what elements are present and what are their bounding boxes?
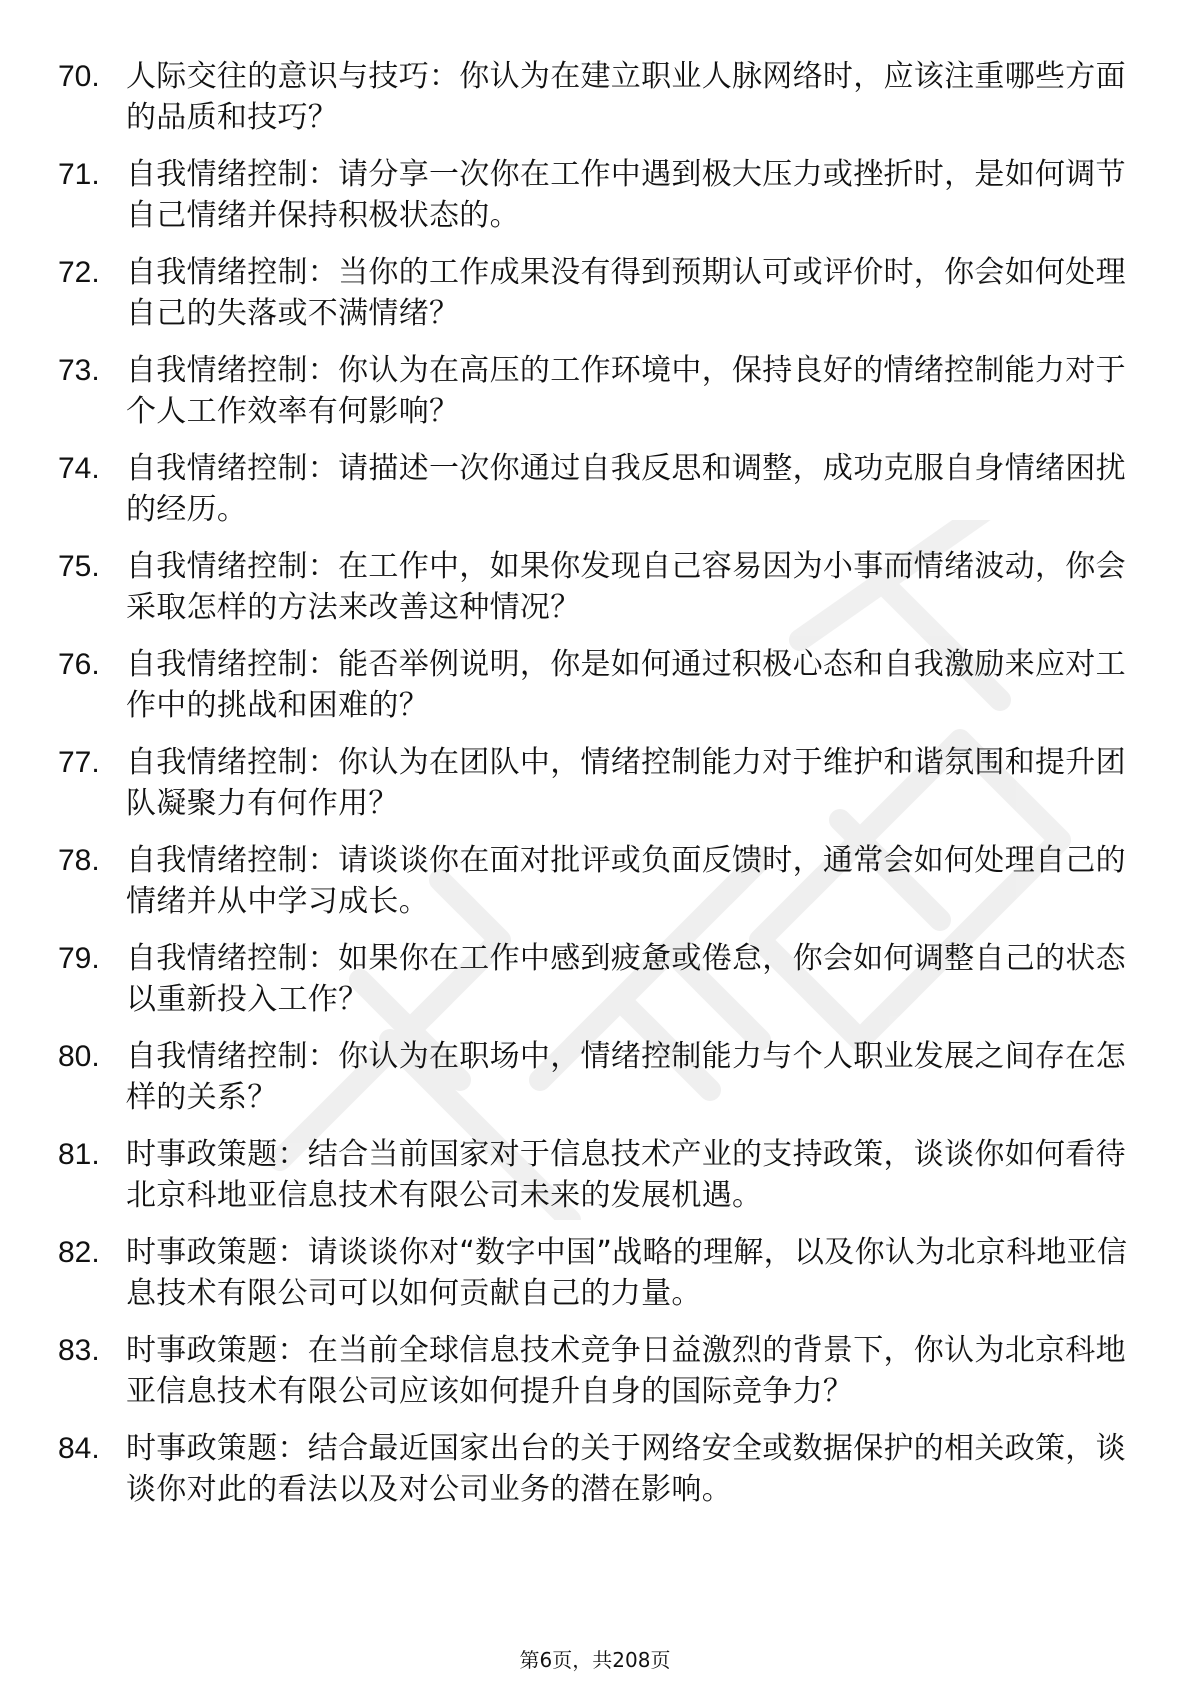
question-number: 82.: [58, 1236, 100, 1269]
question-item: [58, 350, 1138, 432]
question-text: 人际交往的意识与技巧：你认为在建立职业人脉网络时，应该注重哪些方面的品质和技巧？: [126, 59, 1126, 135]
question-item: [58, 448, 1138, 530]
question-text: 自我情绪控制：请描述一次你通过自我反思和调整，成功克服自身情绪困扰的经历。: [126, 451, 1126, 527]
question-number: 71.: [58, 158, 100, 191]
question-item: [58, 1428, 1138, 1510]
question-number: 74.: [58, 452, 100, 485]
question-item: [58, 1036, 1138, 1118]
question-number: 79.: [58, 942, 100, 975]
question-number: 83.: [58, 1334, 100, 1367]
page-number-label: 第6页，共208页: [519, 1648, 671, 1672]
question-text: 时事政策题：在当前全球信息技术竞争日益激烈的背景下，你认为北京科地亚信息技术有限公司应该如何提升自身的国际竞争力？: [126, 1333, 1126, 1409]
question-number: 72.: [58, 256, 100, 289]
question-number: 76.: [58, 648, 100, 681]
question-number: 81.: [58, 1138, 100, 1171]
question-item: [58, 546, 1138, 628]
question-text: 自我情绪控制：当你的工作成果没有得到预期认可或评价时，你会如何处理自己的失落或不满情绪？: [126, 255, 1126, 331]
question-text: 自我情绪控制：请分享一次你在工作中遇到极大压力或挫折时，是如何调节自己情绪并保持积极状态的。: [126, 157, 1126, 233]
question-number: 73.: [58, 354, 100, 387]
question-list: [58, 56, 1138, 1526]
question-text: 时事政策题：结合当前国家对于信息技术产业的支持政策，谈谈你如何看待北京科地亚信息技术有限公司未来的发展机遇。: [126, 1137, 1126, 1213]
question-item: [58, 742, 1138, 824]
question-item: [58, 154, 1138, 236]
question-item: [58, 252, 1138, 334]
question-number: 77.: [58, 746, 100, 779]
question-item: [58, 938, 1138, 1020]
question-text: 自我情绪控制：请谈谈你在面对批评或负面反馈时，通常会如何处理自己的情绪并从中学习成长。: [126, 843, 1126, 919]
question-number: 84.: [58, 1432, 100, 1465]
question-text: 时事政策题：请谈谈你对“数字中国”战略的理解，以及你认为北京科地亚信息技术有限公司可以如何贡献自己的力量。: [126, 1235, 1128, 1311]
question-item: [58, 1232, 1138, 1314]
question-text: 自我情绪控制：你认为在职场中，情绪控制能力与个人职业发展之间存在怎样的关系？: [126, 1039, 1126, 1115]
question-number: 78.: [58, 844, 100, 877]
question-item: [58, 1134, 1138, 1216]
question-text: 时事政策题：结合最近国家出台的关于网络安全或数据保护的相关政策，谈谈你对此的看法以及对公司业务的潜在影响。: [126, 1431, 1126, 1507]
question-item: [58, 644, 1138, 726]
question-number: 70.: [58, 60, 100, 93]
question-text: 自我情绪控制：如果你在工作中感到疲惫或倦怠，你会如何调整自己的状态以重新投入工作？: [126, 941, 1126, 1017]
question-text: 自我情绪控制：在工作中，如果你发现自己容易因为小事而情绪波动，你会采取怎样的方法来改善这种情况？: [126, 549, 1126, 625]
question-item: [58, 840, 1138, 922]
question-number: 75.: [58, 550, 100, 583]
question-text: 自我情绪控制：你认为在高压的工作环境中，保持良好的情绪控制能力对于个人工作效率有何影响？: [126, 353, 1126, 429]
question-item: [58, 1330, 1138, 1412]
page-footer: [0, 1648, 1190, 1672]
question-item: [58, 56, 1138, 138]
question-text: 自我情绪控制：你认为在团队中，情绪控制能力对于维护和谐氛围和提升团队凝聚力有何作用？: [126, 745, 1126, 821]
question-text: 自我情绪控制：能否举例说明，你是如何通过积极心态和自我激励来应对工作中的挑战和困难的？: [126, 647, 1126, 723]
question-number: 80.: [58, 1040, 100, 1073]
